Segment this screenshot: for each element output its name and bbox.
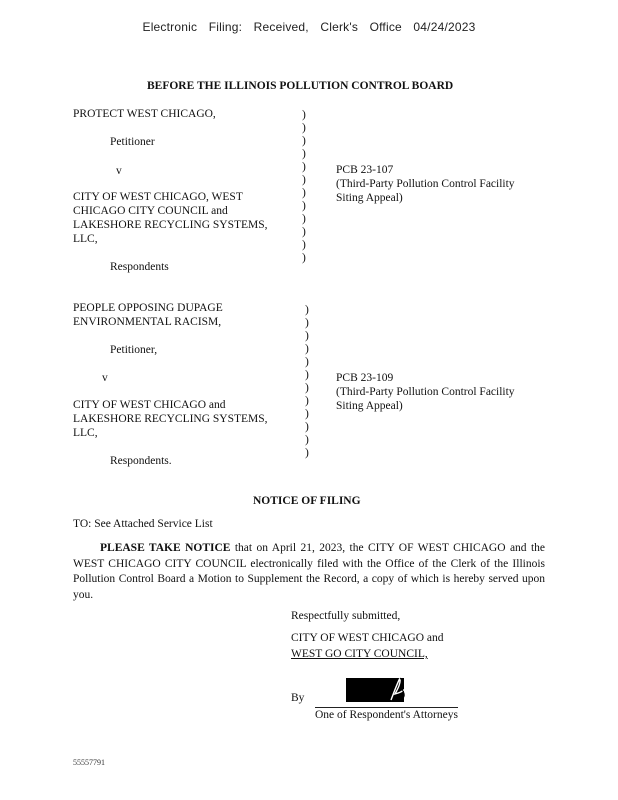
attorney-line: One of Respondent's Attorneys — [315, 709, 458, 721]
closing: Respectfully submitted, — [291, 610, 401, 622]
notice-lead: PLEASE TAKE NOTICE — [100, 542, 231, 554]
case-number: PCB 23-109 — [336, 372, 394, 384]
respondent-line: CITY OF WEST CHICAGO, WEST — [73, 191, 243, 203]
petitioner-name: ENVIRONMENTAL RACISM, — [73, 316, 222, 328]
caption-parentheses: ) ) ) ) ) ) ) ) ) ) ) ) — [302, 109, 306, 264]
notice-title: NOTICE OF FILING — [253, 495, 361, 507]
petitioner-name: PEOPLE OPPOSING DUPAGE — [73, 302, 223, 314]
case-type-line: (Third-Party Pollution Control Facility — [336, 178, 515, 190]
respondent-line: LAKESHORE RECYCLING SYSTEMS, — [73, 219, 268, 231]
petitioner-role: Petitioner, — [110, 344, 158, 356]
signature-scribble — [388, 676, 408, 702]
petitioner-name: PROTECT WEST CHICAGO, — [73, 108, 216, 120]
respondent-line: CHICAGO CITY COUNCIL and — [73, 205, 228, 217]
filing-stamp-header: Electronic Filing: Received, Clerk's Office 04/24/2023 — [142, 20, 476, 34]
case-type-line: (Third-Party Pollution Control Facility — [336, 386, 515, 398]
versus-label: v — [116, 165, 122, 177]
versus-label: v — [102, 372, 108, 384]
respondent-line: LLC, — [73, 233, 98, 245]
to-line: TO: See Attached Service List — [73, 518, 213, 530]
case-type-line: Siting Appeal) — [336, 400, 403, 412]
board-title: BEFORE THE ILLINOIS POLLUTION CONTROL BOARD — [147, 80, 454, 92]
notice-paragraph — [73, 541, 545, 603]
signatory-line: WEST GO CITY COUNCIL, — [291, 648, 428, 660]
respondents-role: Respondents — [110, 261, 169, 273]
respondent-line: LLC, — [73, 427, 98, 439]
document-id: 55557791 — [73, 758, 105, 767]
respondent-line: CITY OF WEST CHICAGO and — [73, 399, 226, 411]
notice-body: that on April 21, 2023, the CITY OF WEST CHICAGO and the WEST CHICAGO CITY COUNCIL electronically filed with the Office of the Clerk of the Illinois Pollution Control Board a Motion to Supplement the Record, a copy of which is hereby served upon you. — [73, 542, 546, 601]
signatory-line: CITY OF WEST CHICAGO and — [291, 632, 444, 644]
by-label: By — [291, 692, 305, 704]
case-number: PCB 23-107 — [336, 164, 394, 176]
respondents-role: Respondents. — [110, 455, 172, 467]
petitioner-role: Petitioner — [110, 136, 155, 148]
respondent-line: LAKESHORE RECYCLING SYSTEMS, — [73, 413, 268, 425]
caption-parentheses: ) ) ) ) ) ) ) ) ) ) ) ) — [305, 304, 309, 459]
case-type-line: Siting Appeal) — [336, 192, 403, 204]
